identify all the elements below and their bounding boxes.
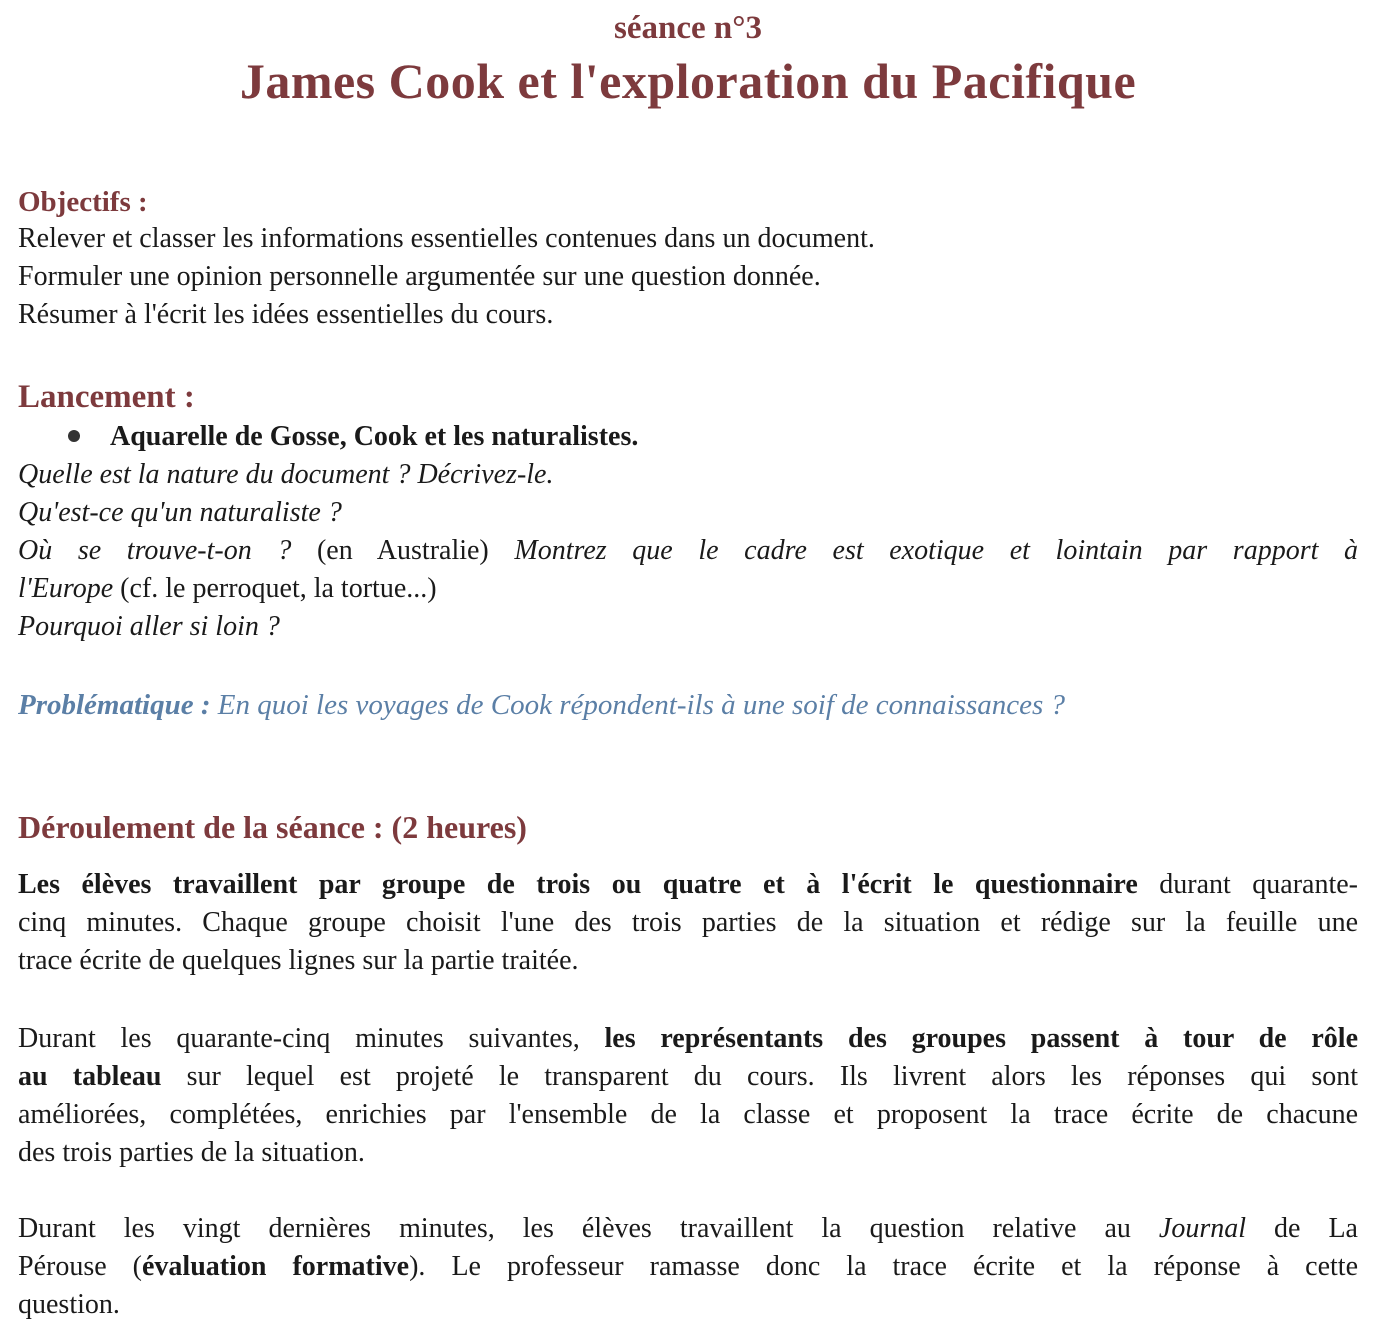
paragraph-2-line-4: des trois parties de la situation. — [18, 1137, 365, 1168]
paragraph-2 — [18, 1020, 1358, 1172]
bullet-dot-icon — [68, 430, 80, 442]
question-3-part-e: (cf. le perroquet, la tortue...) — [120, 573, 437, 604]
paragraph-2-line-2 — [18, 1058, 1358, 1096]
bullet-text: Aquarelle de Gosse, Cook et les naturalistes. — [110, 421, 639, 452]
objectif-line-1: Relever et classer les informations essentielles contenues dans un document. — [18, 223, 875, 254]
paragraph-3-journal: Journal — [1158, 1213, 1246, 1244]
question-3-part-a: Où se trouve-t-on ? — [18, 535, 292, 566]
objectif-line-2: Formuler une opinion personnelle argumentée sur une question donnée. — [18, 261, 821, 292]
lancement-section — [18, 376, 1358, 646]
paragraph-1-line-1 — [18, 866, 1358, 904]
paragraph-3-part-a: Durant les vingt dernières minutes, les élèves travaillent la question relative au — [18, 1213, 1131, 1244]
problematique-line — [18, 689, 1065, 721]
paragraph-2-normal: Durant les quarante-cinq minutes suivantes, — [18, 1023, 580, 1054]
paragraph-1 — [18, 866, 1358, 980]
objectifs-heading: Objectifs : — [18, 186, 148, 218]
question-3-line-2 — [18, 570, 1358, 608]
paragraph-2-bold-2: au tableau — [18, 1061, 162, 1092]
paragraph-3-part-c: Pérouse ( — [18, 1251, 142, 1282]
paragraph-3-bold: évaluation formative — [142, 1251, 410, 1282]
question-4: Pourquoi aller si loin ? — [18, 611, 280, 642]
paragraph-2-line-1 — [18, 1020, 1358, 1058]
question-3-part-d: l'Europe — [18, 573, 114, 604]
lancement-heading: Lancement : — [18, 379, 195, 415]
paragraph-1-line-2: cinq minutes. Chaque groupe choisit l'une des trois parties de la situation et rédige sur la feuille une — [18, 907, 1358, 938]
paragraph-1-rest: durant quarante- — [1159, 869, 1358, 900]
paragraph-2-rest: sur lequel est projeté le transparent du cours. Ils livrent alors les réponses qui sont — [186, 1061, 1358, 1092]
paragraph-3-line-1 — [18, 1210, 1358, 1248]
paragraph-3 — [18, 1210, 1358, 1324]
session-number: séance n°3 — [614, 10, 762, 46]
paragraph-1-line-3: trace écrite de quelques lignes sur la partie traitée. — [18, 945, 579, 976]
paragraph-2-line-3: améliorées, complétées, enrichies par l'ensemble de la classe et proposent la trace écrite de chacune — [18, 1099, 1358, 1130]
question-3-line-1 — [18, 532, 1358, 570]
objectifs-section — [18, 184, 1358, 334]
paragraph-3-line-3: question. — [18, 1289, 120, 1320]
deroulement-section — [18, 806, 1358, 848]
paragraph-3-line-2 — [18, 1248, 1358, 1286]
problematique-label: Problématique : — [18, 689, 211, 721]
problematique-text: En quoi les voyages de Cook répondent-ils à une soif de connaissances ? — [217, 689, 1066, 721]
question-3-part-b: (en Australie) — [316, 535, 489, 566]
objectif-line-3: Résumer à l'écrit les idées essentielles du cours. — [18, 299, 554, 330]
paragraph-3-part-b: de La — [1274, 1213, 1358, 1244]
lancement-bullet — [18, 418, 1358, 456]
deroulement-heading: Déroulement de la séance : (2 heures) — [18, 809, 527, 845]
question-2: Qu'est-ce qu'un naturaliste ? — [18, 497, 342, 528]
question-1: Quelle est la nature du document ? Décrivez-le. — [18, 459, 554, 490]
question-3-part-c: Montrez que le cadre est exotique et lointain par rapport à — [514, 535, 1359, 566]
page-title: James Cook et l'exploration du Pacifique — [239, 53, 1137, 109]
paragraph-2-bold-1: les représentants des groupes passent à tour de rôle — [604, 1023, 1359, 1054]
paragraph-3-part-d: ). Le professeur ramasse donc la trace écrite et la réponse à cette — [409, 1251, 1358, 1282]
paragraph-1-bold: Les élèves travaillent par groupe de trois ou quatre et à l'écrit le questionnaire — [18, 869, 1138, 900]
problematique-section — [18, 686, 1358, 724]
